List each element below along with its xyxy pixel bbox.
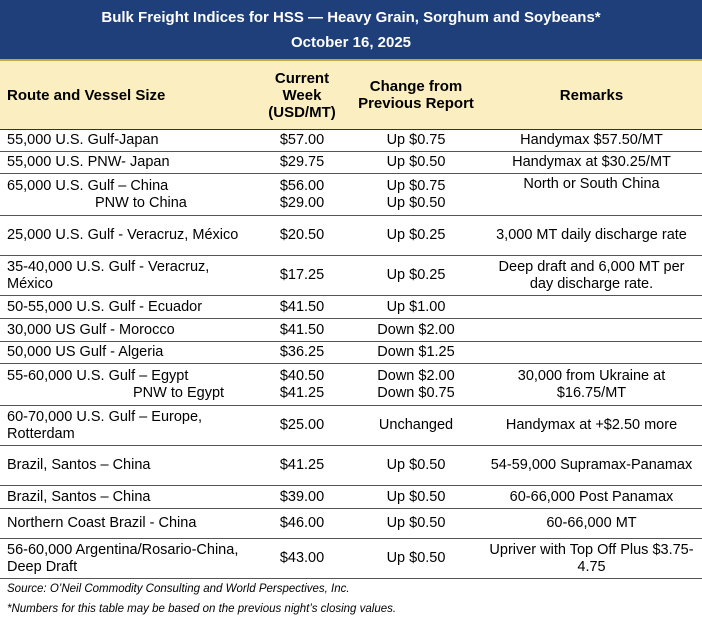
price-cell: $17.25 xyxy=(253,256,351,296)
change-cell: Down $2.00 xyxy=(351,319,481,342)
remarks-cell: Handymax at +$2.50 more xyxy=(481,406,702,446)
remarks-cell: 60-66,000 MT xyxy=(481,509,702,539)
change-cell: Up $0.25 xyxy=(351,216,481,256)
table-row xyxy=(0,509,702,539)
title-line-1: Bulk Freight Indices for HSS — Heavy Grain, Sorghum and Soybeans* xyxy=(101,9,601,26)
price-cell: $39.00 xyxy=(253,486,351,509)
table-title xyxy=(0,0,702,61)
route-line-1: 65,000 U.S. Gulf – China xyxy=(7,177,169,194)
price-line-2: $41.25 xyxy=(279,384,325,401)
change-cell: Up $0.50 xyxy=(351,152,481,174)
freight-table xyxy=(0,61,702,579)
price-cell: $25.00 xyxy=(253,406,351,446)
route-cell: 35-40,000 U.S. Gulf - Veracruz, México xyxy=(0,256,253,296)
change-line-2: Up $0.50 xyxy=(386,194,446,211)
change-cell: Up $0.50 xyxy=(351,509,481,539)
price-cell xyxy=(253,174,351,216)
remarks-cell xyxy=(481,296,702,319)
table-row xyxy=(0,216,702,256)
remarks-cell: Deep draft and 6,000 MT per day discharge rate. xyxy=(481,256,702,296)
table-row xyxy=(0,130,702,152)
table-row xyxy=(0,342,702,364)
route-cell xyxy=(0,364,253,406)
remarks-cell xyxy=(481,342,702,364)
header-change: Change from Previous Report xyxy=(351,61,481,130)
change-cell: Down $1.25 xyxy=(351,342,481,364)
change-cell: Up $1.00 xyxy=(351,296,481,319)
title-line-2: October 16, 2025 xyxy=(290,34,412,51)
change-cell: Unchanged xyxy=(351,406,481,446)
route-cell: Northern Coast Brazil - China xyxy=(0,509,253,539)
route-line-2: PNW to China xyxy=(95,194,187,211)
change-cell xyxy=(351,364,481,406)
remarks-cell xyxy=(481,319,702,342)
price-cell: $46.00 xyxy=(253,509,351,539)
remarks-cell: 30,000 from Ukraine at $16.75/MT xyxy=(481,364,702,406)
route-line-2: PNW to Egypt xyxy=(133,384,225,401)
change-cell: Up $0.50 xyxy=(351,486,481,509)
change-cell xyxy=(351,174,481,216)
change-cell: Up $0.75 xyxy=(351,130,481,152)
header-current-week: Current Week (USD/MT) xyxy=(253,61,351,130)
route-line-1: 55-60,000 U.S. Gulf – Egypt xyxy=(7,367,189,384)
table-row xyxy=(0,539,702,579)
change-cell: Up $0.50 xyxy=(351,446,481,486)
remarks-cell: 3,000 MT daily discharge rate xyxy=(481,216,702,256)
price-cell: $43.00 xyxy=(253,539,351,579)
route-cell: 25,000 U.S. Gulf - Veracruz, México xyxy=(0,216,253,256)
source-note: Source: O’Neil Commodity Consulting and World Perspectives, Inc. xyxy=(7,583,350,595)
footnotes xyxy=(0,579,702,619)
change-cell: Up $0.25 xyxy=(351,256,481,296)
change-line-1: Down $2.00 xyxy=(377,367,455,384)
price-cell: $57.00 xyxy=(253,130,351,152)
route-cell: 55,000 U.S. Gulf-Japan xyxy=(0,130,253,152)
table-row xyxy=(0,296,702,319)
remarks-cell: 60-66,000 Post Panamax xyxy=(481,486,702,509)
route-cell: 60-70,000 U.S. Gulf – Europe, Rotterdam xyxy=(0,406,253,446)
route-cell xyxy=(0,174,253,216)
table-row xyxy=(0,446,702,486)
route-cell: 56-60,000 Argentina/Rosario-China, Deep Draft xyxy=(0,539,253,579)
price-line-2: $29.00 xyxy=(279,194,325,211)
remarks-cell: North or South China xyxy=(481,174,702,216)
change-cell: Up $0.50 xyxy=(351,539,481,579)
route-cell: Brazil, Santos – China xyxy=(0,446,253,486)
remarks-cell: Handymax at $30.25/MT xyxy=(481,152,702,174)
change-line-2: Down $0.75 xyxy=(377,384,455,401)
table-row xyxy=(0,319,702,342)
route-cell: 50-55,000 U.S. Gulf - Ecuador xyxy=(0,296,253,319)
header-route: Route and Vessel Size xyxy=(0,61,253,130)
price-line-1: $56.00 xyxy=(279,177,325,194)
price-cell: $29.75 xyxy=(253,152,351,174)
price-cell: $20.50 xyxy=(253,216,351,256)
price-cell: $41.25 xyxy=(253,446,351,486)
route-cell: 55,000 U.S. PNW- Japan xyxy=(0,152,253,174)
table-row xyxy=(0,256,702,296)
price-cell xyxy=(253,364,351,406)
values-footnote: *Numbers for this table may be based on the previous night’s closing values. xyxy=(7,603,397,615)
table-header xyxy=(0,61,702,130)
route-cell: Brazil, Santos – China xyxy=(0,486,253,509)
route-cell: 50,000 US Gulf - Algeria xyxy=(0,342,253,364)
table-body xyxy=(0,130,702,579)
price-line-1: $40.50 xyxy=(279,367,325,384)
change-line-1: Up $0.75 xyxy=(386,177,446,194)
table-row xyxy=(0,152,702,174)
table-row xyxy=(0,486,702,509)
table-row xyxy=(0,174,702,216)
remarks-cell: Handymax $57.50/MT xyxy=(481,130,702,152)
price-cell: $41.50 xyxy=(253,296,351,319)
remarks-cell: 54-59,000 Supramax-Panamax xyxy=(481,446,702,486)
table-row xyxy=(0,364,702,406)
price-cell: $36.25 xyxy=(253,342,351,364)
header-remarks: Remarks xyxy=(481,61,702,130)
remarks-cell: Upriver with Top Off Plus $3.75-4.75 xyxy=(481,539,702,579)
price-cell: $41.50 xyxy=(253,319,351,342)
route-cell: 30,000 US Gulf - Morocco xyxy=(0,319,253,342)
table-row xyxy=(0,406,702,446)
